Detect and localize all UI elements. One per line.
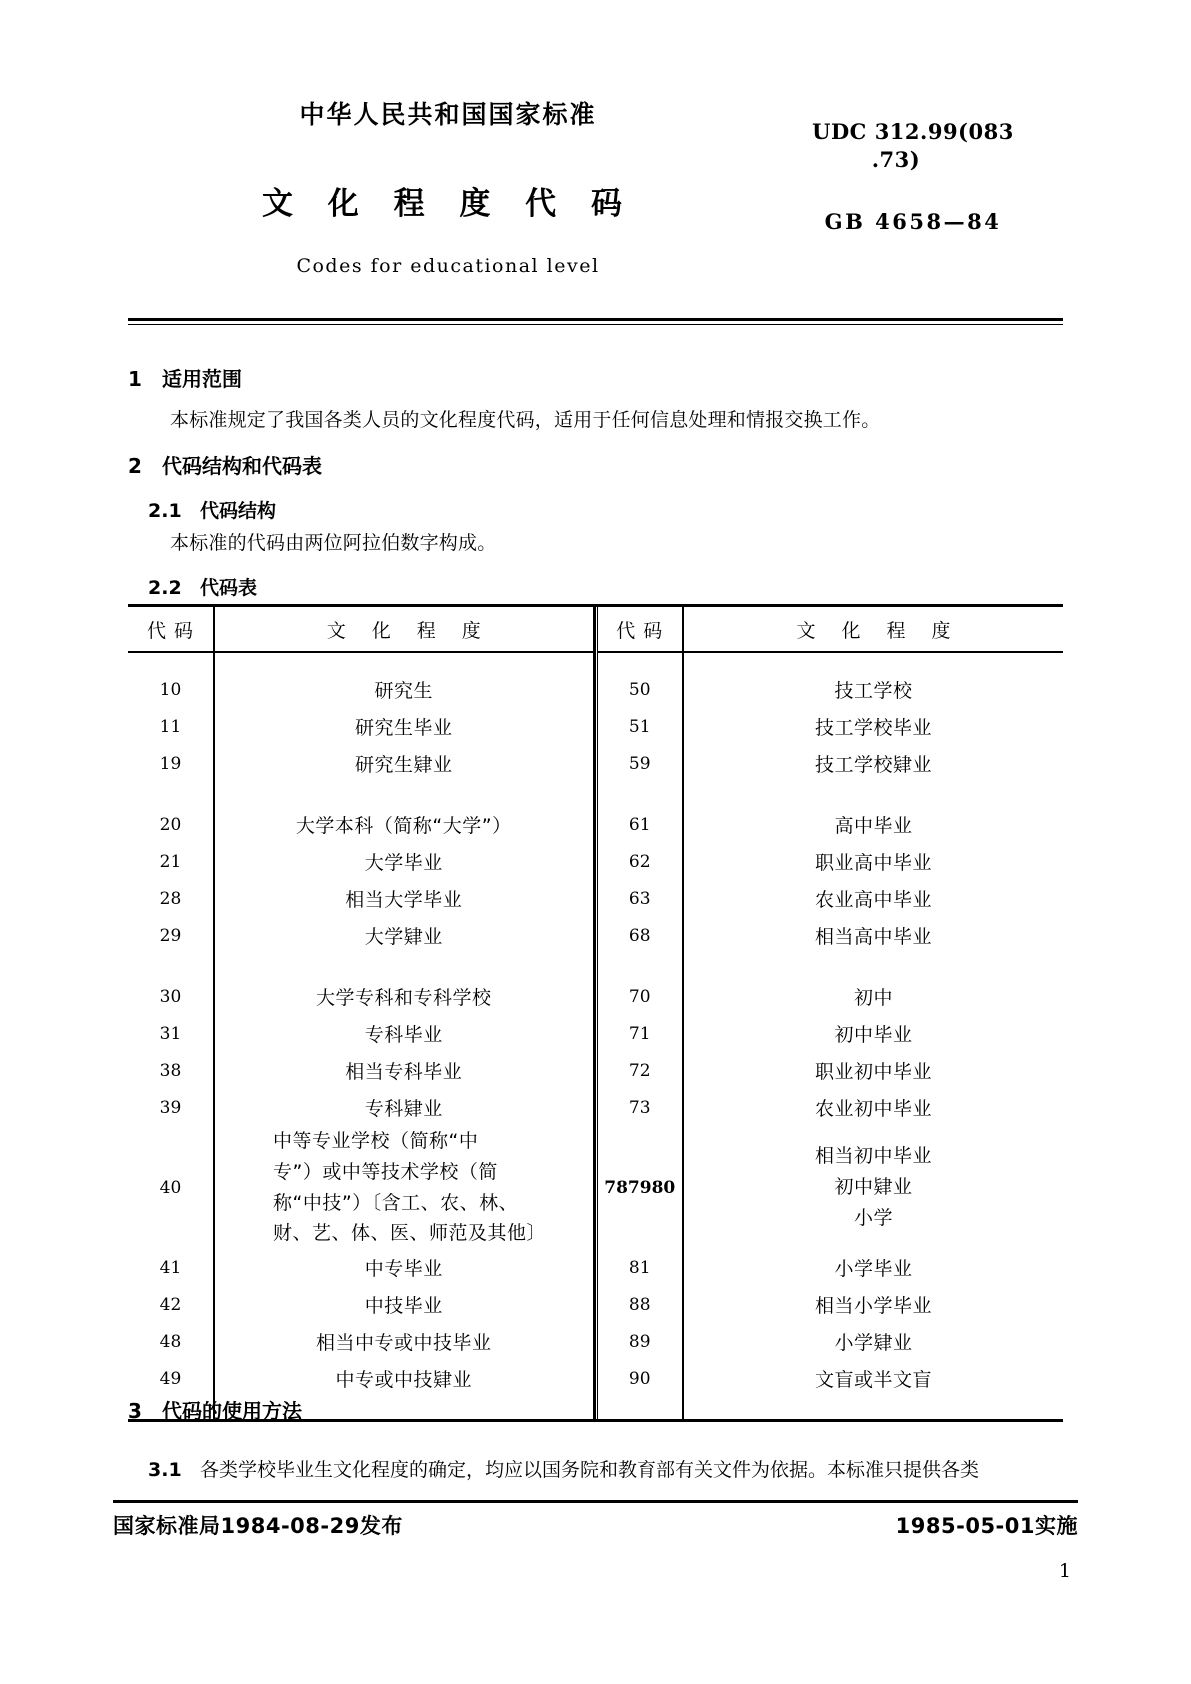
table-row bbox=[128, 1323, 1063, 1360]
cell-level-left bbox=[214, 954, 594, 978]
cell-level-right: 初中 bbox=[683, 978, 1063, 1015]
code-table-wrapper bbox=[128, 604, 1063, 1422]
cell-level-left-line: 财、艺、体、医、师范及其他〕 bbox=[273, 1222, 547, 1245]
cell-code-right: 89 bbox=[628, 1331, 651, 1352]
table-row bbox=[128, 745, 1063, 782]
cell-level-left: 研究生 bbox=[214, 671, 594, 708]
cell-level-right: 技工学校毕业 bbox=[683, 708, 1063, 745]
column-header-code-left: 代 码 bbox=[146, 619, 195, 642]
code-table-body bbox=[128, 607, 1063, 1419]
cell-code-right: 72 bbox=[628, 1060, 651, 1081]
udc-classification bbox=[763, 118, 1063, 175]
code-table bbox=[128, 607, 1063, 1419]
cell-code-right: 73 bbox=[628, 1097, 651, 1118]
document-footer bbox=[113, 1510, 1078, 1540]
cell-code-left: 41 bbox=[159, 1257, 182, 1278]
section-2-1-number: 2.1 bbox=[148, 499, 182, 522]
cell-code-right: 62 bbox=[628, 851, 651, 872]
cell-code-right: 78 bbox=[604, 1177, 628, 1198]
column-header-level-right: 文 化 程 度 bbox=[683, 607, 1063, 652]
cell-level-left: 中专毕业 bbox=[214, 1249, 594, 1286]
section-1-title: 适用范围 bbox=[162, 367, 242, 391]
cell-code-right: 90 bbox=[628, 1368, 651, 1389]
section-3-title: 代码的使用方法 bbox=[162, 1399, 302, 1423]
cell-level-left: 大学毕业 bbox=[214, 843, 594, 880]
document-body-top bbox=[128, 348, 1068, 602]
cell-level-left bbox=[214, 782, 594, 806]
document-header bbox=[128, 100, 1063, 300]
section-3-1-number: 3.1 bbox=[148, 1459, 182, 1481]
cell-level-left: 中技毕业 bbox=[214, 1286, 594, 1323]
column-header-code-right: 代 码 bbox=[616, 619, 664, 642]
page-title: 文 化 程 度 代 码 bbox=[262, 186, 634, 222]
cell-code-right: 51 bbox=[628, 716, 651, 737]
cell-level-left: 研究生肄业 bbox=[214, 745, 594, 782]
cell-level-left: 大学专科和专科学校 bbox=[214, 978, 594, 1015]
standard-number: GB 4658—84 bbox=[824, 208, 1002, 234]
section-2-2-number: 2.2 bbox=[148, 576, 182, 599]
table-header-row bbox=[128, 607, 1063, 652]
padding-cell bbox=[214, 653, 594, 671]
cell-code-right: 68 bbox=[628, 925, 651, 946]
cell-level-left: 专科肄业 bbox=[214, 1089, 594, 1126]
section-1-number: 1 bbox=[128, 367, 142, 391]
cell-level-left bbox=[214, 1126, 594, 1249]
cell-code-left bbox=[128, 782, 214, 806]
cell-level-right: 相当初中毕业 bbox=[814, 1145, 932, 1168]
table-row bbox=[128, 843, 1063, 880]
cell-level-left-line: 称“中技”）〔含工、农、林、 bbox=[273, 1191, 519, 1214]
padding-cell bbox=[683, 653, 1063, 671]
cell-level-right: 小学毕业 bbox=[683, 1249, 1063, 1286]
cell-level-left: 中专或中技肄业 bbox=[214, 1360, 594, 1397]
cell-code-left: 28 bbox=[159, 888, 182, 909]
cell-code-left: 31 bbox=[159, 1023, 182, 1044]
header-divider-rule bbox=[128, 318, 1063, 325]
padding-cell bbox=[128, 653, 214, 671]
cell-code-left: 38 bbox=[159, 1060, 182, 1081]
udc-line-1: UDC 312.99(083 bbox=[812, 119, 1014, 144]
cell-level-left: 相当专科毕业 bbox=[214, 1052, 594, 1089]
table-row bbox=[128, 806, 1063, 843]
cell-code-left: 19 bbox=[159, 753, 182, 774]
table-row bbox=[128, 917, 1063, 954]
cell-code-right bbox=[597, 782, 683, 806]
cell-level-right: 相当高中毕业 bbox=[683, 917, 1063, 954]
cell-code-right: 79 bbox=[627, 1177, 652, 1198]
table-row bbox=[128, 1015, 1063, 1052]
section-3-1-text: 各类学校毕业生文化程度的确定，均应以国务院和教育部有关文件为依据。本标准只提供各类 bbox=[200, 1459, 980, 1481]
cell-level-left-line: 中等专业学校（简称“中 bbox=[273, 1130, 479, 1152]
cell-code-left: 40 bbox=[159, 1177, 182, 1198]
table-row bbox=[128, 708, 1063, 745]
cell-code-right: 70 bbox=[628, 986, 651, 1007]
national-standard-label: 中华人民共和国国家标准 bbox=[299, 100, 597, 129]
cell-level-right: 高中毕业 bbox=[683, 806, 1063, 843]
cell-code-right-group bbox=[597, 1126, 683, 1249]
padding-cell bbox=[597, 653, 683, 671]
cell-level-right: 农业初中毕业 bbox=[683, 1089, 1063, 1126]
cell-level-left-line: 专”）或中等技术学校（简 bbox=[273, 1160, 498, 1183]
column-header-level-left: 文 化 程 度 bbox=[214, 607, 594, 652]
section-2-2-title: 代码表 bbox=[200, 576, 258, 599]
cell-level-left: 大学肄业 bbox=[214, 917, 594, 954]
cell-level-left: 大学本科（简称“大学”） bbox=[214, 806, 594, 843]
cell-code-right bbox=[597, 954, 683, 978]
cell-code-left: 42 bbox=[159, 1294, 182, 1315]
table-row bbox=[128, 1089, 1063, 1126]
cell-level-right: 技工学校肄业 bbox=[683, 745, 1063, 782]
cell-code-left: 10 bbox=[159, 679, 182, 700]
table-row bbox=[128, 978, 1063, 1015]
cell-level-right: 职业高中毕业 bbox=[683, 843, 1063, 880]
cell-code-left: 29 bbox=[159, 925, 182, 946]
section-2-1-paragraph: 本标准的代码由两位阿拉伯数字构成。 bbox=[170, 532, 497, 554]
section-2-1-heading bbox=[148, 497, 1068, 526]
cell-code-left: 21 bbox=[159, 851, 182, 872]
section-2-1-title: 代码结构 bbox=[200, 499, 277, 522]
section-3-number: 3 bbox=[128, 1399, 142, 1423]
cell-code-left: 20 bbox=[159, 814, 182, 835]
footer-divider-rule bbox=[113, 1500, 1078, 1503]
cell-level-right bbox=[683, 782, 1063, 806]
header-right-block bbox=[763, 118, 1063, 234]
cell-code-left: 30 bbox=[159, 986, 182, 1007]
table-row bbox=[128, 880, 1063, 917]
section-2-title: 代码结构和代码表 bbox=[162, 453, 322, 478]
cell-level-right: 技工学校 bbox=[683, 671, 1063, 708]
table-row bbox=[128, 1286, 1063, 1323]
cell-level-right bbox=[683, 954, 1063, 978]
cell-level-left: 相当中专或中技毕业 bbox=[214, 1323, 594, 1360]
table-top-padding-row bbox=[128, 653, 1063, 671]
cell-code-right: 61 bbox=[628, 814, 651, 835]
effective-date-label: 1985-05-01实施 bbox=[895, 1514, 1078, 1538]
cell-level-right: 相当小学毕业 bbox=[683, 1286, 1063, 1323]
section-3-1-paragraph bbox=[148, 1456, 1068, 1485]
cell-code-right: 80 bbox=[651, 1177, 676, 1198]
cell-code-right: 59 bbox=[628, 753, 651, 774]
cell-level-left: 相当大学毕业 bbox=[214, 880, 594, 917]
cell-code-right: 50 bbox=[628, 679, 651, 700]
cell-code-left: 49 bbox=[159, 1368, 182, 1389]
section-1-heading bbox=[128, 364, 1068, 394]
table-row bbox=[128, 1249, 1063, 1286]
table-row bbox=[128, 954, 1063, 978]
cell-code-right: 71 bbox=[628, 1023, 651, 1044]
cell-level-left: 研究生毕业 bbox=[214, 708, 594, 745]
header-center-block bbox=[128, 100, 768, 277]
udc-line-2: .73) bbox=[871, 147, 921, 173]
cell-level-right: 初中毕业 bbox=[683, 1015, 1063, 1052]
section-2-2-heading bbox=[148, 574, 1068, 603]
cell-code-left: 11 bbox=[159, 716, 182, 737]
cell-code-left bbox=[128, 954, 214, 978]
cell-code-right: 63 bbox=[628, 888, 651, 909]
cell-level-right: 小学肄业 bbox=[683, 1323, 1063, 1360]
page-number: 1 bbox=[1058, 1560, 1071, 1582]
cell-level-right: 小学 bbox=[853, 1206, 893, 1229]
cell-level-right: 农业高中毕业 bbox=[683, 880, 1063, 917]
cell-level-right: 职业初中毕业 bbox=[683, 1052, 1063, 1089]
cell-code-left: 39 bbox=[159, 1097, 182, 1118]
cell-code-left: 48 bbox=[159, 1331, 182, 1352]
section-2-number: 2 bbox=[128, 453, 142, 478]
document-body-bottom bbox=[128, 1380, 1068, 1485]
table-row bbox=[128, 1052, 1063, 1089]
table-row bbox=[128, 671, 1063, 708]
cell-level-right: 初中肄业 bbox=[834, 1176, 913, 1199]
cell-code-right: 81 bbox=[628, 1257, 651, 1278]
cell-level-left: 专科毕业 bbox=[214, 1015, 594, 1052]
page-title-english: Codes for educational level bbox=[296, 255, 600, 277]
table-row bbox=[128, 782, 1063, 806]
cell-level-right-group bbox=[683, 1126, 1063, 1249]
issue-date-label: 国家标准局1984-08-29发布 bbox=[113, 1514, 403, 1538]
section-2-heading bbox=[128, 451, 1068, 481]
cell-level-right: 文盲或半文盲 bbox=[683, 1360, 1063, 1397]
section-1-paragraph: 本标准规定了我国各类人员的文化程度代码，适用于任何信息处理和情报交换工作。 bbox=[170, 409, 881, 431]
cell-code-right: 88 bbox=[628, 1294, 651, 1315]
section-3-heading bbox=[128, 1396, 1068, 1426]
table-row bbox=[128, 1126, 1063, 1249]
